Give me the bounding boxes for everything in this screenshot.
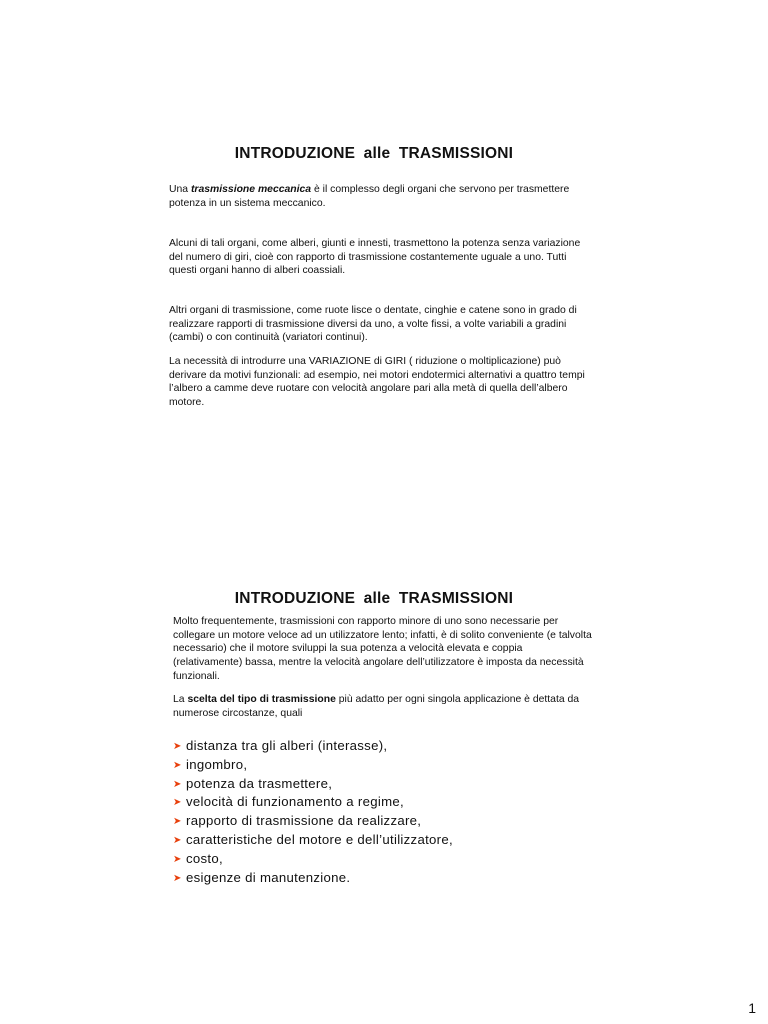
list-item-text: costo,	[186, 850, 223, 866]
list-item	[173, 756, 453, 775]
paragraph: Altri organi di trasmissione, come ruote lisce o dentate, cinghie e catene sono in grado di realizzare rapporti di trasmissione diversi da uno, a volte fissi, a volte variabili a gradini (cambi) o con continuità (variatori continui).	[169, 305, 577, 344]
list-item	[173, 737, 453, 756]
paragraph	[173, 693, 593, 720]
text-run: La	[173, 694, 188, 705]
list-item-text: potenza da trasmettere,	[186, 775, 333, 791]
list-item	[173, 793, 453, 812]
arrowhead-icon: ➤	[173, 741, 182, 752]
slide-2	[0, 512, 768, 1024]
list-item-text: velocità di funzionamento a regime,	[186, 794, 404, 810]
arrowhead-icon: ➤	[173, 797, 182, 809]
emphasized-term: scelta del tipo di trasmissione	[187, 694, 336, 705]
page-number: 1	[748, 1000, 756, 1016]
slide-title: INTRODUZIONE alle TRASMISSIONI	[234, 145, 514, 162]
list-item-text: esigenze di manutenzione.	[186, 869, 351, 885]
list-item	[173, 831, 453, 850]
paragraph: La necessità di introdurre una VARIAZIONE di GIRI ( riduzione o moltiplicazione) può derivare da motivi funzionali: ad esempio, nei motori endotermici alternativi a quattro tempi l’albero a camme deve ruotare con velocità angolare pari alla metà di quella dell’albero motore.	[169, 356, 585, 409]
text-run: Una	[169, 184, 191, 195]
arrowhead-icon: ➤	[173, 853, 182, 865]
list-item-text: caratteristiche del motore e dell’utilizzatore,	[186, 831, 453, 847]
arrowhead-icon: ➤	[173, 778, 182, 790]
list-item-text: rapporto di trasmissione da realizzare,	[186, 813, 422, 829]
list-item	[173, 869, 453, 888]
list-item	[173, 850, 453, 869]
paragraph: Molto frequentemente, trasmissioni con rapporto minore di uno sono necessarie per collegare un motore veloce ad un utilizzatore lento; infatti, è di solito conveniente (e talvolta necessario) che il motore sviluppi la sua potenza a velocità elevata e coppia (relativamente) bassa, mentre la velocità angolare dell’utilizzatore è imposta da necessità funzionali.	[173, 616, 592, 682]
definition-paragraph	[169, 183, 589, 210]
emphasized-term: trasmissione meccanica	[190, 184, 312, 195]
arrowhead-icon: ➤	[173, 759, 182, 771]
arrowhead-icon: ➤	[173, 834, 182, 846]
criteria-list	[173, 737, 453, 887]
arrowhead-icon: ➤	[173, 816, 182, 828]
paragraph: Alcuni di tali organi, come alberi, giunti e innesti, trasmettono la potenza senza variazione del numero di giri, cioè con rapporto di trasmissione costantemente uguale a uno. Tutti questi organi hanno di alberi coassiali.	[169, 238, 581, 277]
text-run: è il complesso degli organi che servono per trasmettere potenza in un sistema meccanico.	[169, 184, 570, 209]
slide-title: INTRODUZIONE alle TRASMISSIONI	[234, 590, 514, 607]
arrowhead-icon: ➤	[173, 872, 182, 884]
list-item-text: ingombro,	[186, 756, 248, 772]
list-item	[173, 812, 453, 831]
text-run: più adatto per ogni singola applicazione è dettata da numerose circostanze, quali	[173, 694, 580, 719]
list-item	[173, 775, 453, 794]
list-item-text: distanza tra gli alberi (interasse),	[186, 738, 388, 753]
